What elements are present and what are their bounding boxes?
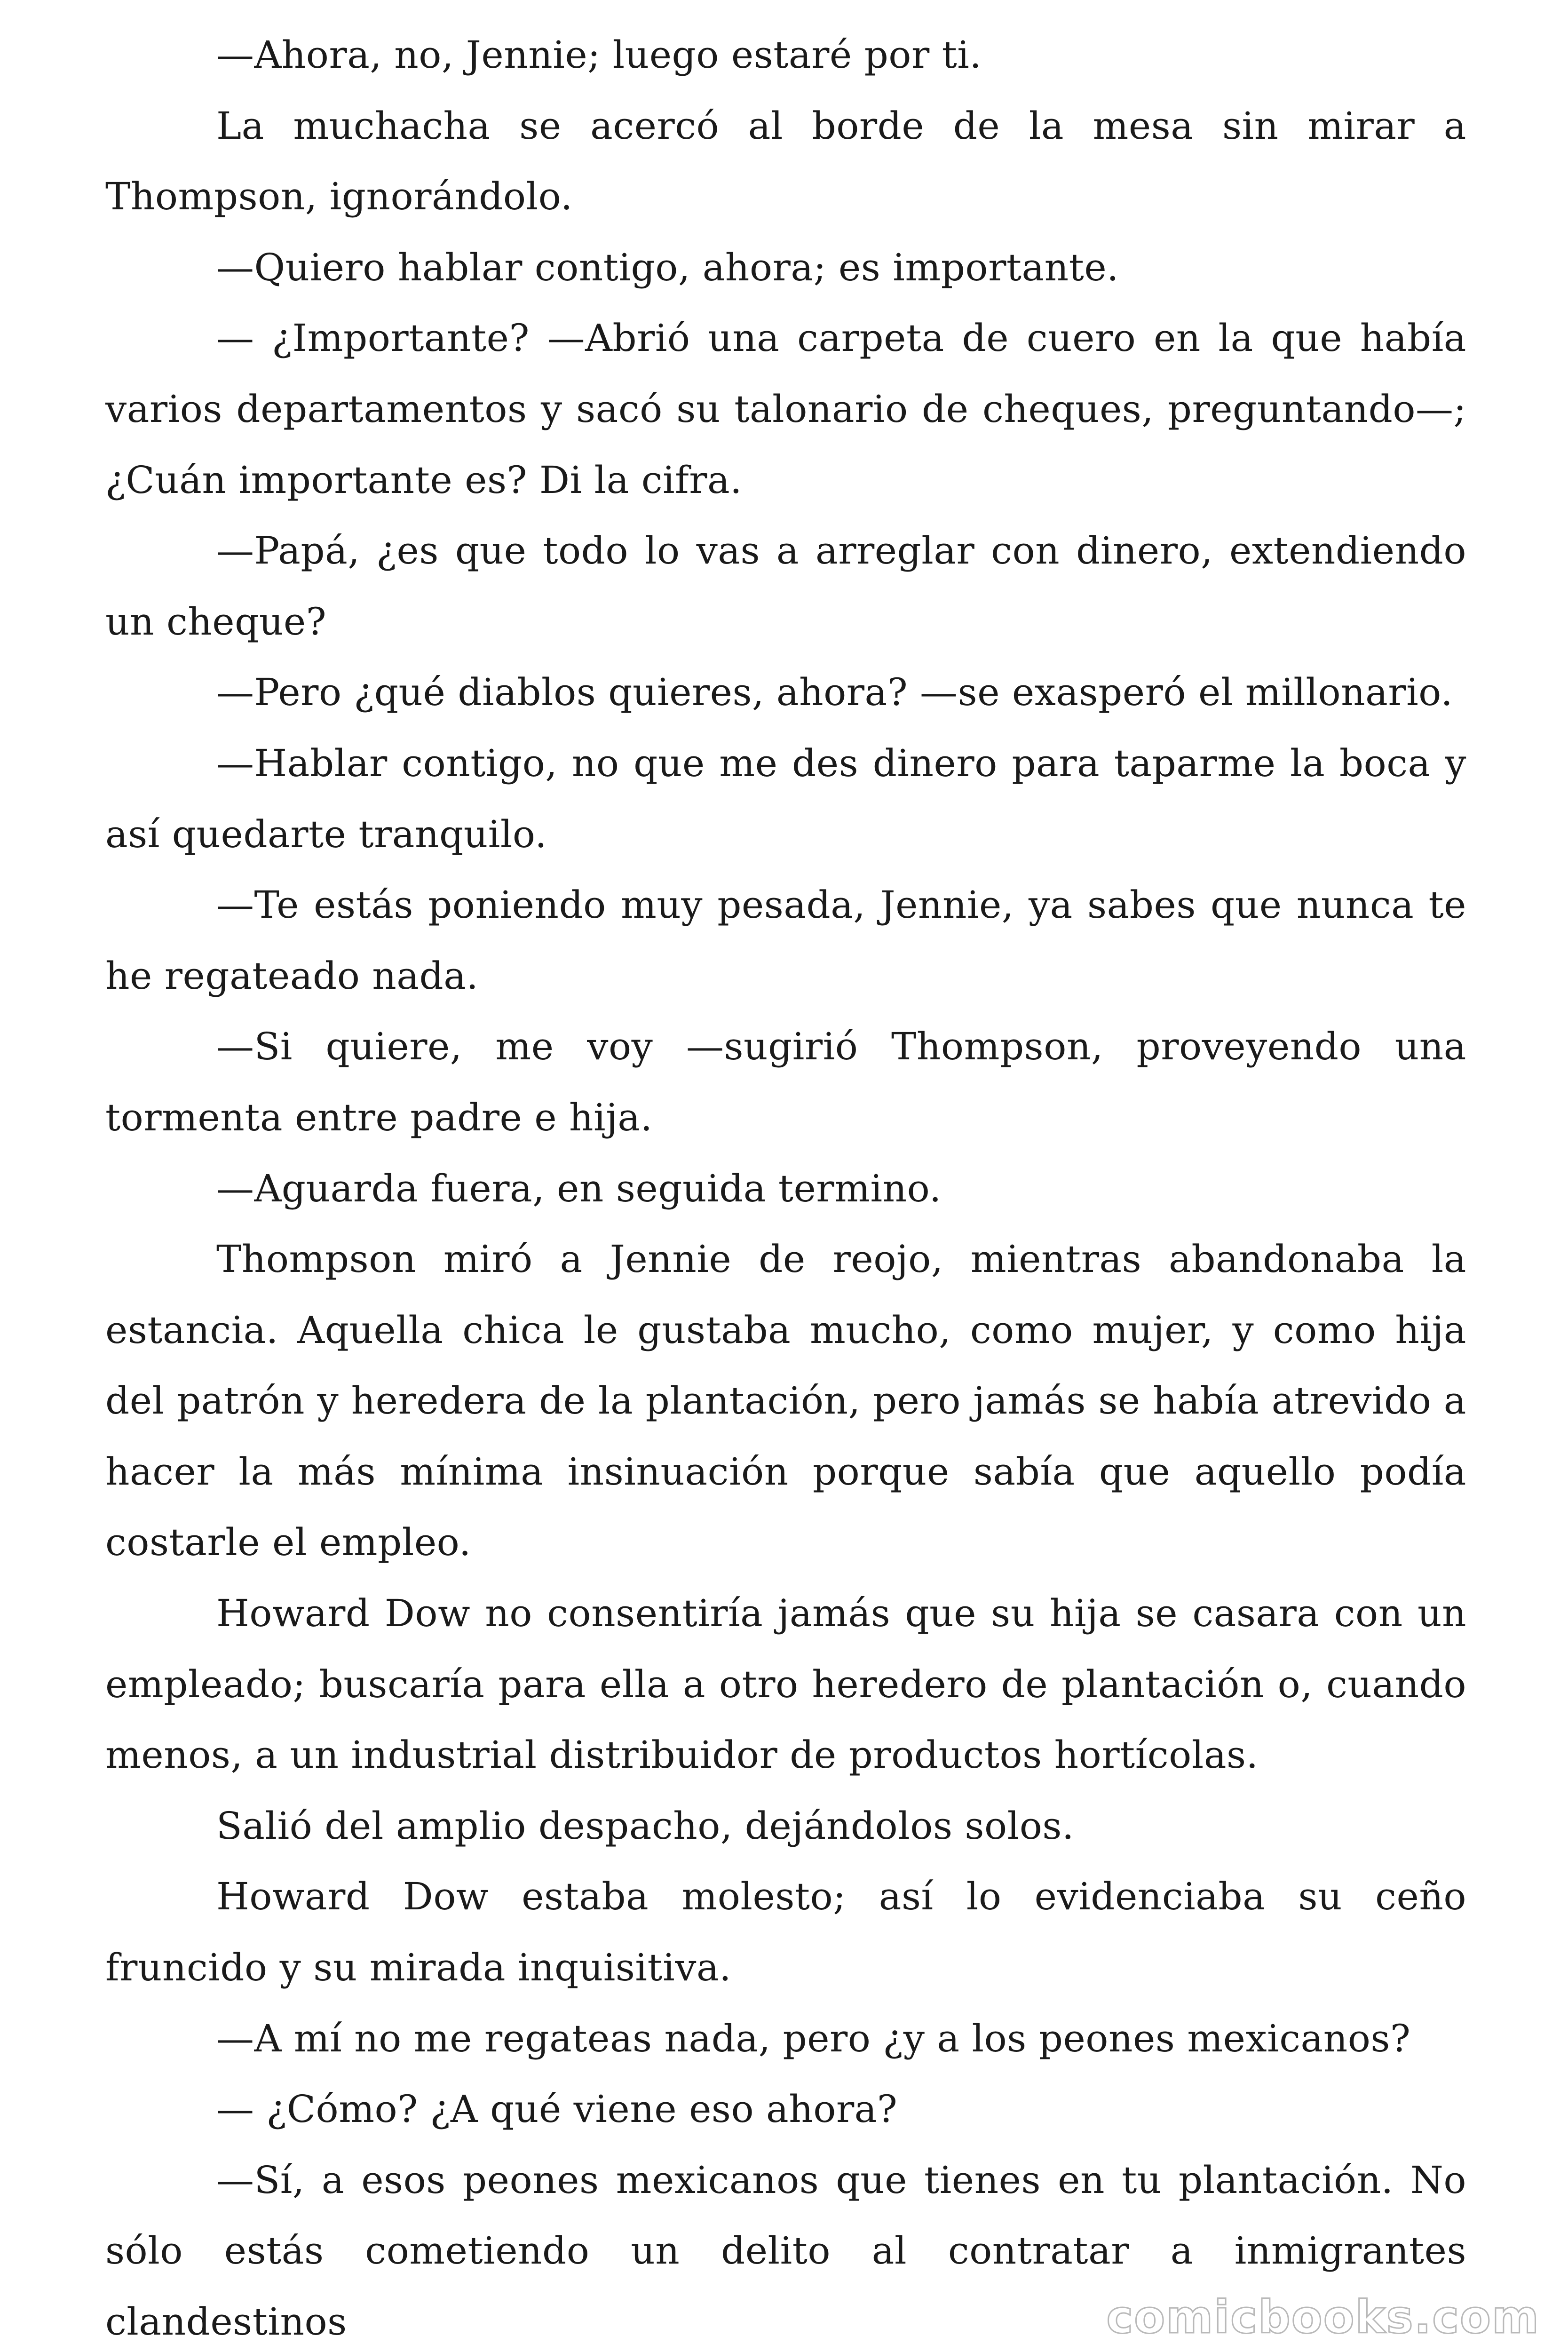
paragraph: La muchacha se acercó al borde de la mesa sin mirar a Thompson, ignorándolo. [105,103,1466,219]
paragraph: —Sí, a esos peones mexicanos que tienes en tu plantación. No sólo estás cometiendo un delito al contratar a inmigrantes clandestinos [105,2158,1466,2344]
watermark: comicbooks.com [1106,2291,1540,2344]
paragraph: — ¿Cómo? ¿A qué viene eso ahora? [216,2087,898,2131]
paragraph: —Pero ¿qué diablos quieres, ahora? —se exasperó el millonario. [216,670,1453,715]
paragraph: —Te estás poniendo muy pesada, Jennie, ya sabes que nunca te he regateado nada. [105,883,1466,998]
paragraph: — ¿Importante? —Abrió una carpeta de cuero en la que había varios departamentos y sacó su talonario de cheques, preguntando—; ¿Cuán importante es? Di la cifra. [105,316,1466,502]
paragraph: —Ahora, no, Jennie; luego estaré por ti. [216,33,982,77]
paragraph: Salió del amplio despacho, dejándolos solos. [216,1804,1074,1848]
paragraph: —Si quiere, me voy —sugirió Thompson, proveyendo una tormenta entre padre e hija. [105,1025,1466,1139]
paragraph: —Papá, ¿es que todo lo vas a arreglar con dinero, extendiendo un cheque? [105,529,1466,644]
page-body-text [105,20,1466,2352]
paragraph: —Quiero hablar contigo, ahora; es importante. [216,245,1119,289]
paragraph: Howard Dow no consentiría jamás que su hija se casara con un empleado; buscaría para ella a otro heredero de plantación o, cuando menos, a un industrial distribuidor de productos hortícolas. [105,1591,1466,1777]
paragraph: —Aguarda fuera, en seguida termino. [216,1166,942,1210]
paragraph: —Hablar contigo, no que me des dinero para taparme la boca y así quedarte tranquilo. [105,741,1466,856]
paragraph: —A mí no me regateas nada, pero ¿y a los peones mexicanos? [216,2016,1411,2060]
paragraph: Howard Dow estaba molesto; así lo evidenciaba su ceño fruncido y su mirada inquisitiva. [105,1875,1466,1990]
paragraph: Thompson miró a Jennie de reojo, mientras abandonaba la estancia. Aquella chica le gustaba mucho, como mujer, y como hija del patrón y heredera de la plantación, pero jamás se había atrevido a hacer la más mínima insinuación porque sabía que aquello podía costarle el empleo. [105,1237,1466,1565]
